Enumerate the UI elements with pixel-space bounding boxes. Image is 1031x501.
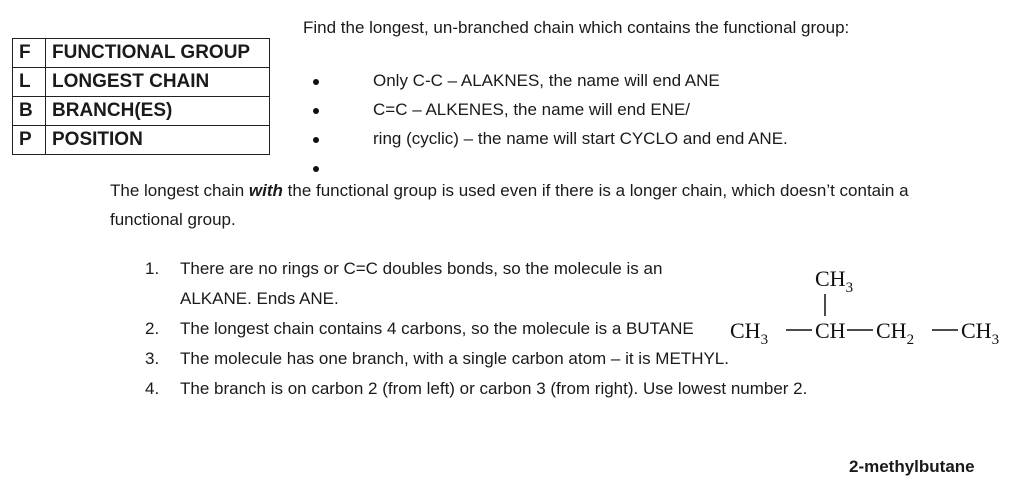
step-item <box>145 314 807 344</box>
flbp-key: B <box>13 97 46 126</box>
bullet-dot <box>313 137 319 143</box>
compound-name: 2-methylbutane <box>849 457 975 476</box>
step-number: 2. <box>145 319 160 338</box>
bullet-dot <box>313 166 319 172</box>
flbp-value: POSITION <box>46 126 270 155</box>
step-number: 1. <box>145 259 160 278</box>
flbp-row <box>13 39 270 68</box>
bullet-item <box>313 95 691 124</box>
bullet-text: ring (cyclic) – the name will start CYCLO and end ANE. <box>373 129 788 148</box>
structural-formula <box>728 258 1028 358</box>
flbp-key: L <box>13 68 46 97</box>
bullet-text: Only C-C – ALAKNES, the name will end ANE <box>373 71 720 90</box>
flbp-row <box>13 126 270 155</box>
steps-list <box>145 254 807 404</box>
longest-chain-note <box>110 176 970 234</box>
bullet-list <box>313 66 788 182</box>
chain-group-1: $CH_3$ <box>730 318 769 348</box>
step-text: There are no rings or C=C doubles bonds, so the molecule is an ALKANE. Ends ANE. <box>180 259 663 308</box>
chain-group-4: $CH_3$ <box>961 318 1000 348</box>
step-number: 4. <box>145 379 160 398</box>
note-text-start: The longest chain <box>110 181 249 200</box>
flbp-mnemonic-table <box>12 38 270 155</box>
flbp-key: F <box>13 39 46 68</box>
bullet-item <box>313 66 720 95</box>
flbp-value: FUNCTIONAL GROUP <box>46 39 270 68</box>
chain-group-2: CH <box>815 318 846 343</box>
bullet-dot <box>313 108 319 114</box>
chain-group-3: $CH_2$ <box>876 318 915 348</box>
note-emphasis: with <box>248 181 283 200</box>
step-text: The longest chain contains 4 carbons, so the molecule is a BUTANE <box>180 319 694 338</box>
bullet-item <box>313 124 788 153</box>
branch-group: $CH_3$ <box>815 266 854 296</box>
flbp-key: P <box>13 126 46 155</box>
step-item <box>145 344 807 374</box>
note-text-end: the functional group is used even if there is a longer chain, which doesn’t contain a functional group. <box>110 181 909 229</box>
step-text: The branch is on carbon 2 (from left) or carbon 3 (from right). Use lowest number 2. <box>180 379 808 398</box>
step-text: The molecule has one branch, with a single carbon atom – it is METHYL. <box>180 349 729 368</box>
intro-text: Find the longest, un-branched chain which contains the functional group: <box>303 18 850 37</box>
step-item <box>145 254 807 314</box>
flbp-value: BRANCH(ES) <box>46 97 270 126</box>
step-item <box>145 374 807 404</box>
bullet-text: C=C – ALKENES, the name will end ENE/ <box>373 100 691 119</box>
bullet-dot <box>313 79 319 85</box>
flbp-row <box>13 68 270 97</box>
step-number: 3. <box>145 349 160 368</box>
flbp-row <box>13 97 270 126</box>
flbp-value: LONGEST CHAIN <box>46 68 270 97</box>
